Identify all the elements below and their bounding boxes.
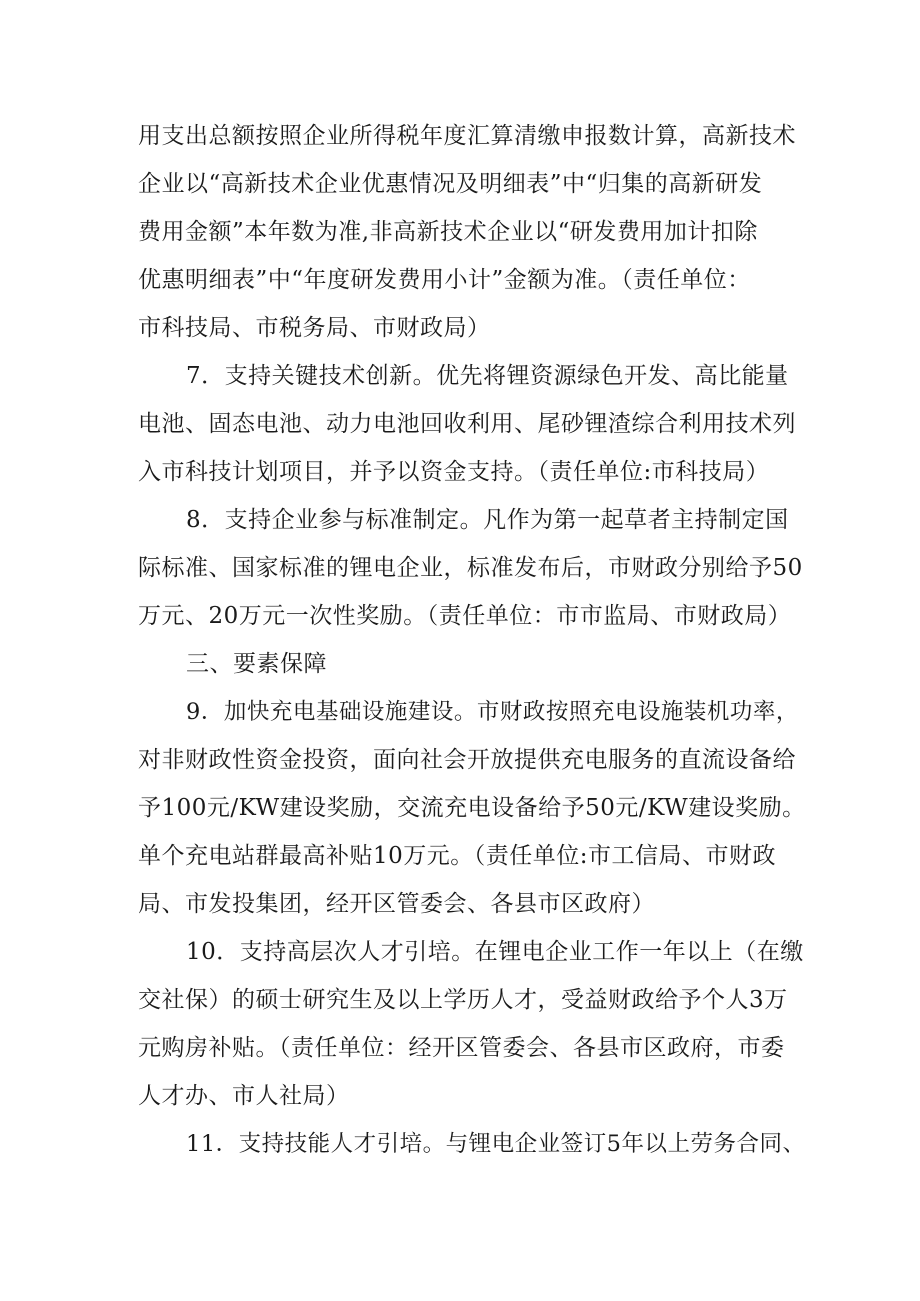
text-line: 对非财政性资金投资，面向社会开放提供充电服务的直流设备给 — [138, 747, 796, 773]
text-line: 元购房补贴。（责任单位：经开区管委会、各县市区政府，市委 — [138, 1035, 785, 1061]
text-line: 人才办、市人社局） — [138, 1083, 350, 1109]
text-line: 际标准、国家标准的锂电企业，标准发布后，市财政分别给予50 — [138, 555, 803, 581]
text-line: 予100元/KW建设奖励，交流充电设备给予50元/KW建设奖励。 — [138, 795, 806, 821]
text-line: 万元、20万元一次性奖励。（责任单位：市市监局、市财政局） — [138, 603, 792, 629]
text-line: 入市科技计划项目，并予以资金支持。（责任单位:市科技局） — [138, 459, 770, 485]
paragraph-item-10: 10．支持高层次人才引培。在锂电企业工作一年以上（在缴 — [186, 939, 804, 965]
text-line: 企业以“高新技术企业优惠情况及明细表”中“归集的高新研发 — [138, 171, 763, 197]
text-line: 局、市发投集团，经开区管委会、各县市区政府） — [138, 891, 655, 917]
paragraph-item-11: 11．支持技能人才引培。与锂电企业签订5年以上劳务合同、 — [186, 1131, 806, 1157]
text-line: 交社保）的硕士研究生及以上学历人才，受益财政给予个人3万 — [138, 987, 788, 1013]
paragraph-item-9: 9．加快充电基础设施建设。市财政按照充电设施装机功率， — [186, 699, 799, 725]
text-line: 市科技局、市税务局、市财政局） — [138, 315, 491, 341]
section-heading: 三、要素保障 — [186, 651, 327, 677]
document-body — [138, 112, 808, 1168]
text-line: 单个充电站群最高补贴10万元。（责任单位:市工信局、市财政 — [138, 843, 777, 869]
paragraph-item-8: 8．支持企业参与标准制定。凡作为第一起草者主持制定国 — [186, 507, 789, 533]
text-line: 电池、固态电池、动力电池回收利用、尾砂锂渣综合利用技术列 — [138, 411, 796, 437]
text-line: 用支出总额按照企业所得税年度汇算清缴申报数计算，高新技术 — [138, 123, 796, 149]
paragraph-item-7: 7．支持关键技术创新。优先将锂资源绿色开发、高比能量 — [186, 363, 789, 389]
text-line: 费用金额”本年数为准,非高新技术企业以“研发费用加计扣除 — [138, 219, 758, 245]
text-line: 优惠明细表”中“年度研发费用小计”金额为准。（责任单位： — [138, 267, 751, 293]
